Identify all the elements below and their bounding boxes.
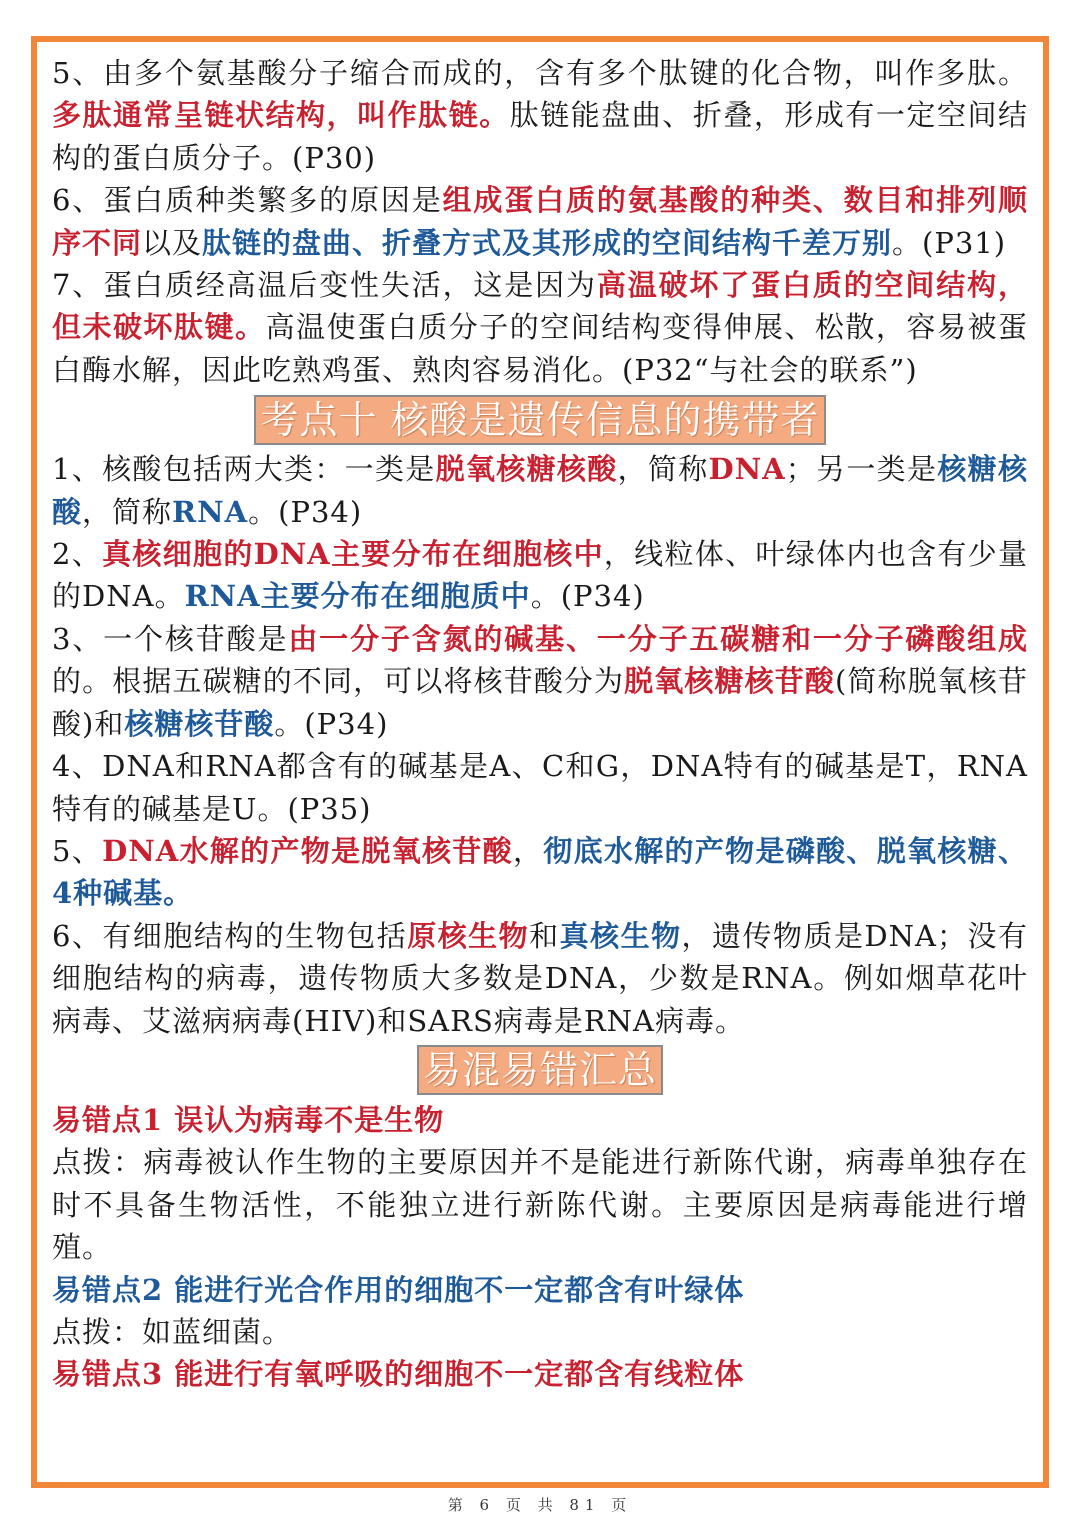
- na-item-2: [52, 533, 1028, 618]
- error-point-1-text: 点拨：病毒被认作生物的主要原因并不是能进行新陈代谢，病毒单独存在时不具备生物活性，不能独立进行新陈代谢。主要原因是病毒能进行增殖。: [52, 1145, 1028, 1265]
- text: 5、由多个氨基酸分子缩合而成的，含有多个肽键的化合物，叫作多肽。: [52, 56, 1028, 90]
- text: 5、: [52, 833, 103, 868]
- text: 7、蛋白质经高温后变性失活，这是因为: [52, 268, 597, 303]
- na-item-6: [52, 915, 1028, 1042]
- text: ，简称: [82, 494, 173, 529]
- error-point-2-title: 易错点2 能进行光合作用的细胞不一定都含有叶绿体: [52, 1272, 745, 1307]
- text: ；另一类是: [785, 452, 938, 487]
- text: ，遗传物质是DNA；没有细胞结构的病毒，遗传物质大多数是DNA，少数是RNA。例如烟草花叶病毒、艾滋病病毒(HIV)和SARS病毒是RNA病毒。: [52, 918, 1028, 1038]
- text: 。(P34): [248, 494, 363, 529]
- text: 以及: [142, 225, 203, 260]
- highlight-blue: 核糖核酸: [52, 452, 1028, 529]
- highlight-red: DNA水解的产物是脱氧核苷酸: [102, 833, 513, 868]
- text: (简称脱氧核苷酸)和: [52, 664, 1028, 741]
- section-heading-wrap: [52, 391, 1028, 448]
- text: 4、DNA和RNA都含有的碱基是A、C和G，DNA特有的碱基是T，RNA特有的碱基是U。(P35): [52, 749, 1028, 826]
- highlight-red: 多肽通常呈链状结构，叫作肽链。: [52, 98, 510, 133]
- na-item-3: [52, 618, 1028, 745]
- error-point-3-title: 易错点3 能进行有氧呼吸的细胞不一定都含有线粒体: [52, 1357, 745, 1392]
- highlight-red: 原核生物: [407, 918, 530, 953]
- section-heading-common-errors: 易混易错汇总: [417, 1045, 663, 1095]
- na-item-4: [52, 745, 1028, 830]
- text: 。(P31): [892, 225, 1007, 260]
- item-5-polypeptide: [52, 52, 1028, 179]
- text: 3、一个核苷酸是: [52, 621, 289, 656]
- text: 肽链能盘曲、折叠，形成有一定空间结构的蛋白质分子。(P30): [52, 98, 1028, 175]
- highlight-red: 组成蛋白质的氨基酸的种类、数目和排列顺序不同: [52, 183, 1028, 260]
- na-item-1: [52, 448, 1028, 533]
- highlight-red: 由一分子含氮的碱基、一分子五碳糖和一分子磷酸组成: [288, 621, 1028, 656]
- na-item-5: [52, 830, 1028, 915]
- highlight-blue: 肽链的盘曲、折叠方式及其形成的空间结构千差万别: [202, 225, 893, 260]
- text: ，简称: [617, 452, 709, 487]
- text: 。(P34): [530, 579, 645, 614]
- text: 的。根据五碳糖的不同，可以将核苷酸分为: [52, 664, 625, 699]
- highlight-blue: 真核生物: [559, 918, 682, 953]
- text: 。(P34): [274, 706, 389, 741]
- section-heading-nucleic-acid: 考点十 核酸是遗传信息的携带者: [254, 395, 825, 445]
- highlight-blue: 彻底水解的产物是磷酸、脱氧核糖、4种碱基。: [52, 833, 1028, 911]
- text: ，: [512, 833, 544, 868]
- text: ，线粒体、叶绿体内也含有少量的DNA。: [52, 537, 1028, 614]
- item-7-protein-denature: [52, 264, 1028, 391]
- highlight-blue: RNA主要分布在细胞质中: [184, 579, 531, 614]
- highlight-blue: 核糖核苷酸: [124, 706, 275, 741]
- highlight-red: 高温破坏了蛋白质的空间结构，但未破坏肽键。: [52, 268, 1028, 345]
- section-heading-wrap: [52, 1042, 1028, 1099]
- text: 6、蛋白质种类繁多的原因是: [52, 183, 443, 218]
- highlight-red: 真核细胞的DNA主要分布在细胞核中: [102, 537, 604, 572]
- text: 6、有细胞结构的生物包括: [52, 918, 408, 953]
- text: 高温使蛋白质分子的空间结构变得伸展、松散，容易被蛋白酶水解，因此吃熟鸡蛋、熟肉容易消化。(P32“与社会的联系”): [52, 310, 1028, 387]
- text: 1、核酸包括两大类：一类是: [52, 452, 436, 487]
- page-number: 第 6 页 共 81 页: [447, 1496, 633, 1514]
- text: 2、: [52, 537, 103, 572]
- page-content: [52, 52, 1028, 1396]
- highlight-red: DNA: [708, 452, 786, 487]
- highlight-red: 脱氧核糖核酸: [435, 452, 618, 487]
- error-point-1-title: 易错点1 误认为病毒不是生物: [52, 1102, 445, 1137]
- highlight-red: 脱氧核糖核苷酸: [624, 664, 835, 699]
- highlight-blue: RNA: [172, 494, 249, 529]
- error-point-2-text: 点拨：如蓝细菌。: [52, 1314, 293, 1349]
- item-6-protein-diversity: [52, 179, 1028, 264]
- text: 和: [529, 918, 560, 953]
